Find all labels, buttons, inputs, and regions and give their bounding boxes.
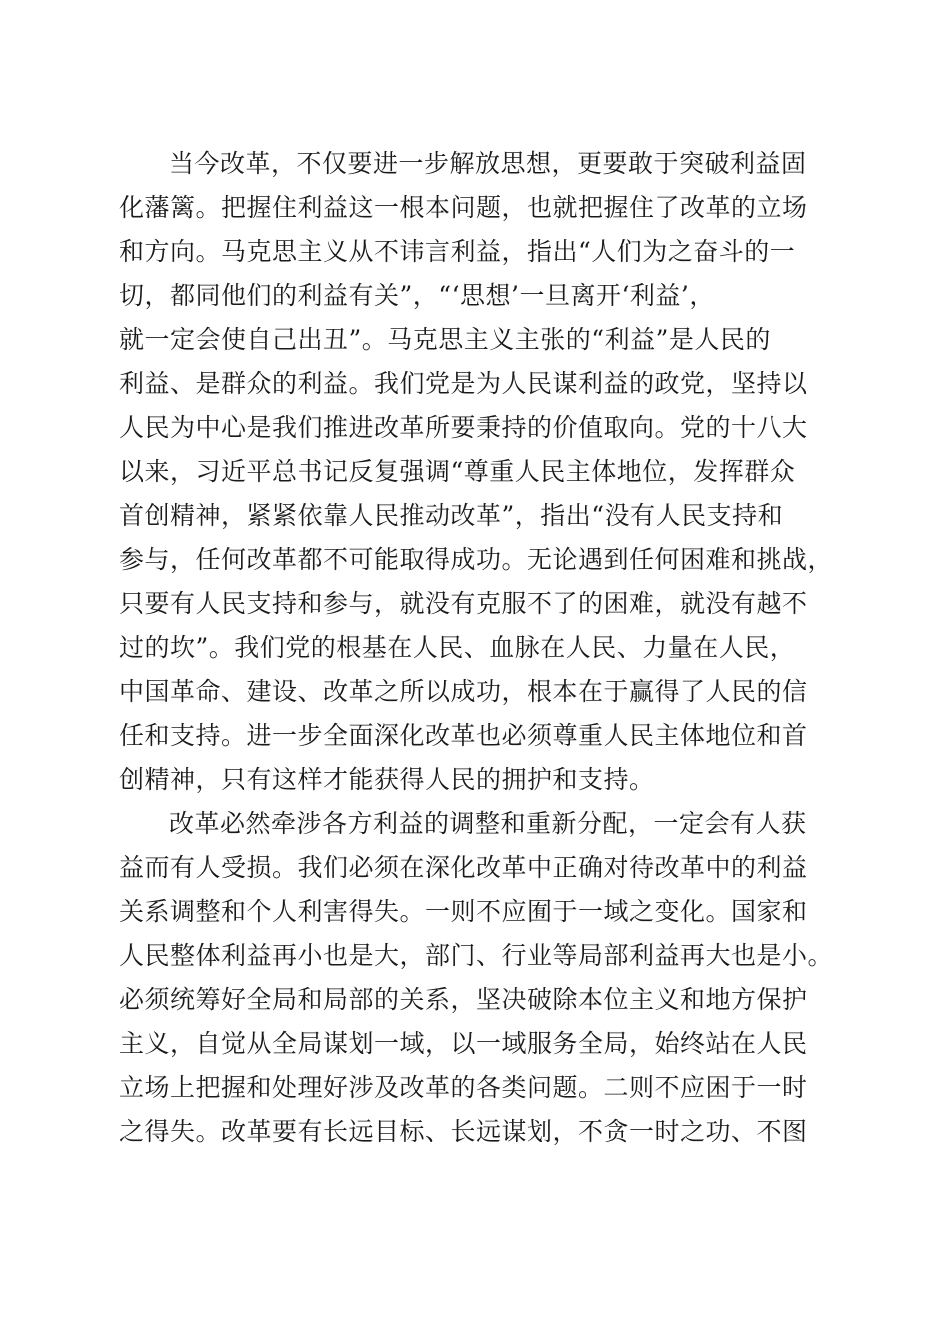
text-line: 主义，自觉从全局谋划一域，以一域服务全局，始终站在人民 [119,1029,808,1058]
text-line: 和方向。马克思主义从不讳言利益，指出“人们为之奋斗的一 [119,237,796,266]
text-line: 化藩篱。把握住利益这一根本问题，也就把握住了改革的立场 [119,193,808,222]
text-line: 益而有人受损。我们必须在深化改革中正确对待改革中的利益 [119,853,808,882]
text-line: 改革必然牵涉各方利益的调整和重新分配，一定会有人获 [169,809,807,838]
text-line: 就一定会使自己出丑”。马克思主义主张的“利益”是人民的 [119,325,771,354]
body-text [119,142,834,1154]
text-line: 切，都同他们的利益有关”，“‘思想’一旦离开‘利益’， [119,281,715,310]
paragraph-2 [119,802,834,1154]
text-line: 人民为中心是我们推进改革所要秉持的价值取向。党的十八大 [119,413,808,442]
text-line: 以来，习近平总书记反复强调“尊重人民主体地位，发挥群众 [119,457,796,486]
text-line: 关系调整和个人利害得失。一则不应囿于一域之变化。国家和 [119,897,808,926]
text-line: 必须统筹好全局和局部的关系，坚决破除本位主义和地方保护 [119,985,808,1014]
text-line: 立场上把握和处理好涉及改革的各类问题。二则不应困于一时 [119,1073,808,1102]
text-line: 中国革命、建设、改革之所以成功，根本在于赢得了人民的信 [119,677,808,706]
text-line: 人民整体利益再小也是大，部门、行业等局部利益再大也是小。 [119,941,834,970]
text-line: 过的坎”。我们党的根基在人民、血脉在人民、力量在人民， [119,633,796,662]
text-line: 当今改革，不仅要进一步解放思想，更要敢于突破利益固 [169,149,807,178]
text-line: 之得失。改革要有长远目标、长远谋划，不贪一时之功、不图 [119,1117,808,1146]
text-line: 利益、是群众的利益。我们党是为人民谋利益的政党，坚持以 [119,369,808,398]
text-line: 参与，任何改革都不可能取得成功。无论遇到任何困难和挑战， [119,545,834,574]
text-line: 创精神，只有这样才能获得人民的拥护和支持。 [119,765,655,794]
text-line: 任和支持。进一步全面深化改革也必须尊重人民主体地位和首 [119,721,808,750]
text-line: 只要有人民支持和参与，就没有克服不了的困难，就没有越不 [119,589,808,618]
text-line: 首创精神，紧紧依靠人民推动改革”，指出“没有人民支持和 [119,501,784,530]
paragraph-1 [119,142,834,802]
